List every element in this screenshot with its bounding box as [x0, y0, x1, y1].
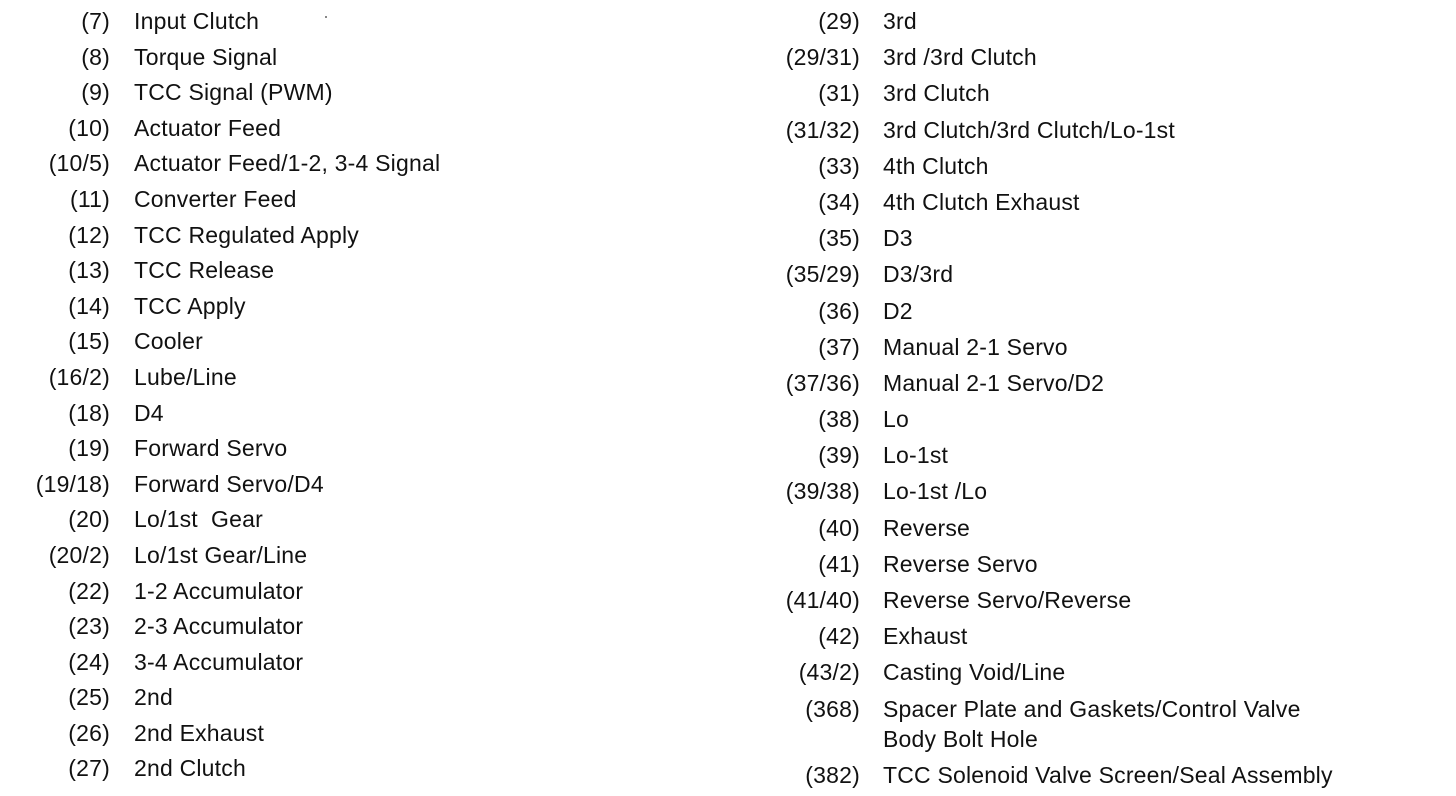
legend-entry: [740, 296, 1456, 332]
entry-number: (7): [81, 8, 110, 34]
entry-number: (39/38): [785, 478, 860, 505]
legend-column-right: [740, 6, 1456, 796]
legend-entry: [0, 326, 720, 362]
entry-label: Exhaust: [883, 623, 968, 650]
entry-number: (42): [818, 623, 860, 650]
legend-entry: [740, 476, 1456, 512]
entry-label: 2nd Clutch: [134, 755, 246, 782]
entry-label: 2-3 Accumulator: [134, 613, 304, 640]
entry-number: (13): [68, 257, 110, 284]
entry-label: Reverse: [883, 514, 971, 541]
legend-entry: [0, 398, 720, 434]
legend-entry: [740, 549, 1456, 585]
entry-label: TCC Solenoid Valve Screen/Seal Assembly: [883, 761, 1333, 788]
entry-number: (18): [68, 399, 110, 426]
legend-entry: [0, 77, 720, 113]
entry-number: (38): [818, 406, 860, 433]
legend-entry: [740, 6, 1456, 42]
entry-label: 3rd Clutch: [883, 80, 990, 107]
legend-entry: [0, 255, 720, 291]
entry-label: Input Clutch: [134, 8, 260, 34]
entry-label: 4th Clutch Exhaust: [883, 188, 1080, 215]
entry-number: (33): [818, 152, 860, 179]
entry-number: (29/31): [785, 44, 860, 71]
entry-label: 2nd: [134, 684, 173, 711]
legend-entry: [0, 540, 720, 576]
entry-label: Reverse Servo: [883, 550, 1038, 577]
entry-label: Forward Servo: [134, 435, 288, 462]
entry-label: Torque Signal: [134, 43, 278, 70]
legend-entry: [740, 440, 1456, 476]
legend-entry: [0, 504, 720, 540]
entry-number: (41): [818, 550, 860, 577]
entry-number: (368): [805, 695, 860, 722]
entry-label: TCC Regulated Apply: [134, 221, 359, 248]
entry-number: (12): [68, 221, 110, 248]
legend-entry: [740, 368, 1456, 404]
legend-entry: [0, 220, 720, 256]
legend-entry: [0, 362, 720, 398]
legend-entry: [0, 113, 720, 149]
entry-number: (20/2): [48, 541, 110, 568]
entry-label: TCC Apply: [134, 292, 246, 319]
entry-number: (20): [68, 506, 110, 533]
entry-label: 3rd /3rd Clutch: [883, 44, 1037, 71]
entry-label: Lo/1st Gear/Line: [134, 541, 308, 568]
legend-entry: [740, 513, 1456, 549]
entry-label: 2nd Exhaust: [134, 719, 265, 746]
legend-entry: [0, 682, 720, 718]
entry-label: Spacer Plate and Gaskets/Control Valve Body Bolt Hole: [883, 695, 1301, 752]
entry-label: 3rd Clutch/3rd Clutch/Lo-1st: [883, 116, 1175, 143]
entry-number: (11): [70, 185, 110, 212]
legend-entry: [740, 115, 1456, 151]
legend-entry: [0, 433, 720, 469]
legend-entry: [740, 585, 1456, 621]
entry-number: (9): [81, 79, 110, 106]
legend-entry: [0, 148, 720, 184]
legend-entry: [740, 223, 1456, 259]
entry-number: (24): [68, 648, 110, 675]
entry-number: (25): [68, 684, 110, 711]
legend-entry: [740, 760, 1456, 796]
entry-label: Manual 2-1 Servo/D2: [883, 369, 1105, 396]
legend-entry: [740, 42, 1456, 78]
entry-label: TCC Signal (PWM): [134, 79, 333, 106]
entry-label: Manual 2-1 Servo: [883, 333, 1068, 360]
entry-label: Forward Servo/D4: [134, 470, 324, 497]
legend-entry: [740, 332, 1456, 368]
entry-label: Lo-1st /Lo: [883, 478, 988, 505]
entry-label: D2: [883, 297, 913, 324]
entry-number: (23): [68, 613, 110, 640]
legend-entry: [0, 291, 720, 327]
entry-label: Lo: [883, 406, 909, 433]
legend-entry: [0, 6, 720, 42]
entry-label: Lo-1st: [883, 442, 949, 469]
legend-entry: [0, 647, 720, 683]
entry-number: (19/18): [35, 470, 110, 497]
legend-entry: [740, 657, 1456, 693]
entry-number: (36): [818, 297, 860, 324]
entry-label: Reverse Servo/Reverse: [883, 587, 1132, 613]
entry-label: D3: [883, 225, 913, 252]
entry-number: (27): [68, 755, 110, 782]
entry-number: (43/2): [798, 659, 860, 686]
legend-entry: [740, 259, 1456, 295]
legend-entry: [740, 694, 1456, 760]
entry-number: (16/2): [48, 363, 110, 390]
entry-label: Actuator Feed: [134, 114, 282, 141]
legend-entry: [740, 621, 1456, 657]
entry-label: TCC Release: [134, 257, 275, 284]
entry-label: D4: [134, 399, 164, 426]
entry-number: (41/40): [785, 587, 860, 613]
legend-entry: [0, 753, 720, 789]
legend-entry: [0, 611, 720, 647]
entry-label: Lube/Line: [134, 363, 237, 390]
legend-entry: [740, 187, 1456, 223]
legend-entry: [740, 78, 1456, 114]
entry-label: Casting Void/Line: [883, 659, 1066, 686]
entry-label: 1-2 Accumulator: [134, 577, 304, 604]
legend-entry: [740, 151, 1456, 187]
entry-number: (31): [818, 80, 860, 107]
legend-entry: [0, 469, 720, 505]
entry-number: (31/32): [785, 116, 860, 143]
entry-number: (40): [818, 514, 860, 541]
entry-number: (34): [818, 188, 860, 215]
entry-number: (35/29): [785, 261, 860, 288]
entry-number: (19): [68, 435, 110, 462]
entry-label: Cooler: [134, 328, 203, 355]
entry-number: (8): [81, 43, 110, 70]
legend-entry: [740, 404, 1456, 440]
entry-number: (15): [68, 328, 110, 355]
entry-label: Actuator Feed/1-2, 3-4 Signal: [134, 150, 441, 177]
entry-number: (10/5): [48, 150, 110, 177]
legend-entry: [0, 718, 720, 754]
entry-label: Converter Feed: [134, 185, 297, 212]
entry-number: (14): [68, 292, 110, 319]
entry-number: (37/36): [785, 369, 860, 396]
entry-label: 3rd: [883, 8, 917, 34]
entry-number: (37): [818, 333, 860, 360]
entry-number: (10): [68, 114, 110, 141]
entry-number: (382): [805, 761, 860, 788]
legend-entry: [0, 184, 720, 220]
entry-label: 4th Clutch: [883, 152, 989, 179]
entry-number: (29): [818, 8, 860, 34]
entry-number: (26): [68, 719, 110, 746]
entry-number: (22): [68, 577, 110, 604]
entry-label: D3/3rd: [883, 261, 954, 288]
legend-column-left: [0, 6, 720, 789]
entry-label: Lo/1st Gear: [134, 506, 263, 533]
entry-number: (39): [818, 442, 860, 469]
legend-entry: [0, 42, 720, 78]
legend-entry: [0, 576, 720, 612]
entry-number: (35): [818, 225, 860, 252]
entry-label: 3-4 Accumulator: [134, 648, 304, 675]
